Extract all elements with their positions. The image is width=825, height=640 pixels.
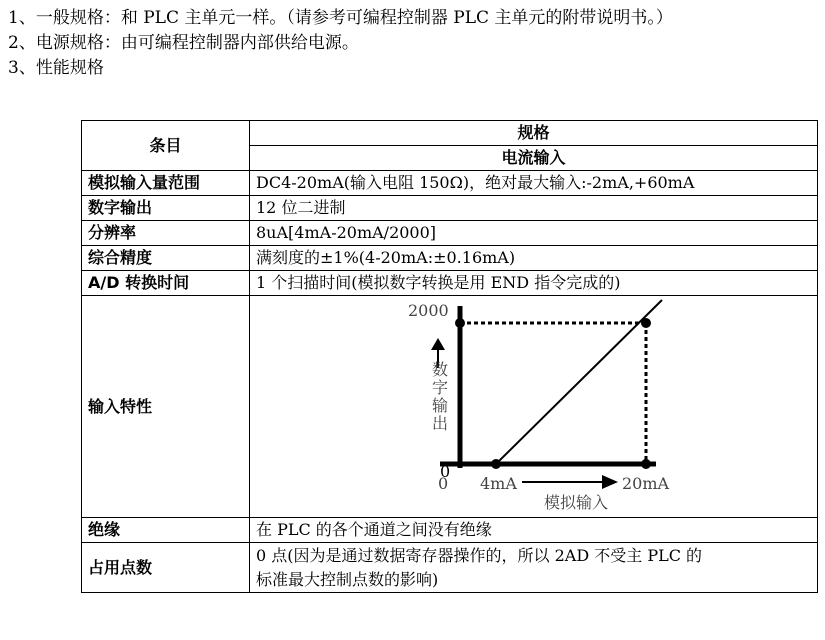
y-title-arrowhead	[431, 338, 445, 350]
row-value-input-range: DC4-20mA(输入电阻 150Ω)，绝对最大输入:-2mA,+60mA	[250, 171, 818, 196]
row-value-insulation: 在 PLC 的各个通道之间没有绝缘	[250, 518, 818, 543]
occupied-points-line-1: 0 点(因为是通过数据寄存器操作的，所以 2AD 不受主 PLC 的	[256, 545, 703, 565]
row-value-occupied-points	[250, 543, 818, 593]
header-item: 条目	[82, 121, 250, 171]
row-value-accuracy: 满刻度的±1%(4-20mA:±0.16mA)	[250, 246, 818, 271]
x-title-arrowhead	[602, 475, 618, 489]
input-characteristic-graph	[408, 298, 726, 516]
y-axis-title-2: 字	[431, 377, 449, 397]
input-characteristic-cell	[250, 296, 818, 518]
x-origin-label: 0	[438, 473, 449, 493]
y-max-label: 2000	[408, 300, 449, 320]
x-axis-title: 模拟输入	[543, 492, 609, 512]
row-value-conversion-time: 1 个扫描时间(模拟数字转换是用 END 指令完成的)	[250, 271, 818, 296]
row-label-input-characteristic: 输入特性	[82, 296, 250, 518]
performance-spec-table	[81, 120, 818, 593]
point-max-output	[455, 318, 465, 328]
row-label-conversion-time: A/D 转换时间	[82, 271, 250, 296]
row-label-insulation: 绝缘	[82, 518, 250, 543]
point-4mA	[491, 459, 501, 469]
performance-spec-heading: 3、性能规格	[8, 58, 104, 78]
y-axis-title-4: 出	[431, 413, 449, 433]
row-value-resolution: 8uA[4mA-20mA/2000]	[250, 221, 818, 246]
y-axis-title-1: 数	[431, 359, 449, 379]
row-label-occupied-points: 占用点数	[82, 543, 250, 593]
intro-text	[8, 6, 673, 81]
power-spec-line: 2、电源规格：由可编程控制器内部供给电源。	[8, 33, 359, 53]
x-end-label: 20mA	[622, 473, 670, 493]
point-max	[641, 318, 651, 328]
header-spec: 规格	[250, 121, 818, 146]
row-label-input-range: 模拟输入量范围	[82, 171, 250, 196]
point-20mA	[641, 459, 651, 469]
general-spec-line: 1、一般规格：和 PLC 主单元一样。（请参考可编程控制器 PLC 主单元的附带说明书。）	[8, 8, 673, 28]
characteristic-line	[496, 300, 662, 464]
header-current-input: 电流输入	[250, 146, 818, 171]
row-label-resolution: 分辨率	[82, 221, 250, 246]
row-label-digital-output: 数字输出	[82, 196, 250, 221]
y-axis-title-3: 输	[431, 395, 449, 415]
origin-label: 0	[440, 461, 451, 481]
row-label-accuracy: 综合精度	[82, 246, 250, 271]
row-value-digital-output: 12 位二进制	[250, 196, 818, 221]
x-start-label: 4mA	[480, 473, 517, 493]
occupied-points-line-2: 标准最大控制点数的影响)	[256, 569, 439, 589]
